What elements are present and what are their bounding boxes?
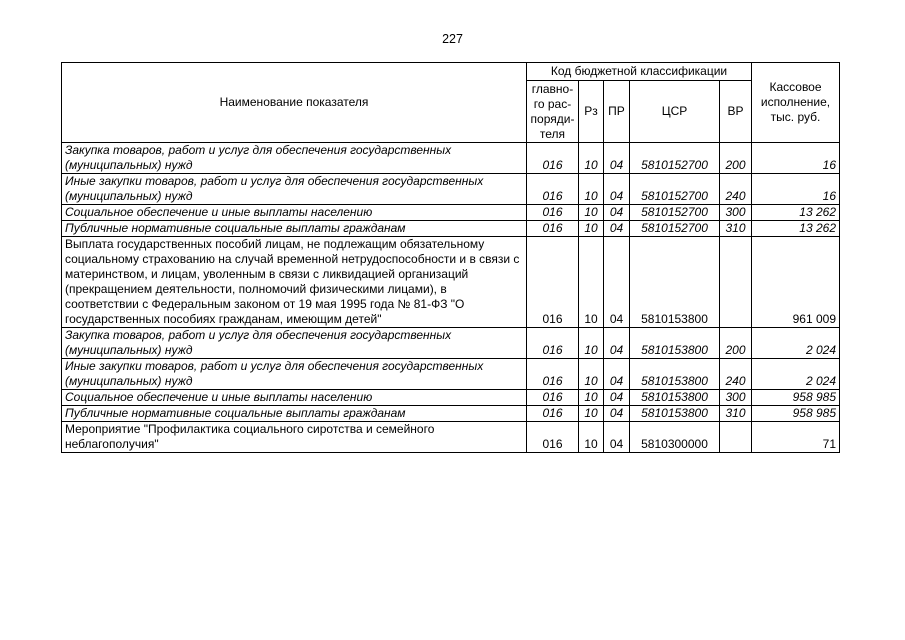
table-row [62,174,840,205]
cell-name: Мероприятие "Профилактика социального сиротства и семейного неблагополучия" [62,422,527,453]
cell-amount: 13 262 [752,221,840,237]
cell-csr: 5810153800 [630,390,720,406]
cell-grbs: 016 [527,359,579,390]
cell-csr: 5810152700 [630,174,720,205]
cell-csr: 5810153800 [630,237,720,328]
cell-rz: 10 [579,174,604,205]
cell-vr: 200 [720,143,752,174]
cell-rz: 10 [579,328,604,359]
cell-amount: 71 [752,422,840,453]
cell-grbs: 016 [527,328,579,359]
cell-name: Иные закупки товаров, работ и услуг для обеспечения государственных (муниципальных) нужд [62,359,527,390]
table-row [62,406,840,422]
cell-rz: 10 [579,143,604,174]
cell-name: Закупка товаров, работ и услуг для обеспечения государственных (муниципальных) нужд [62,143,527,174]
cell-csr: 5810152700 [630,143,720,174]
cell-pr: 04 [604,390,630,406]
cell-vr: 240 [720,359,752,390]
cell-pr: 04 [604,205,630,221]
cell-vr: 300 [720,390,752,406]
table-row [62,205,840,221]
cell-vr: 240 [720,174,752,205]
cell-grbs: 016 [527,143,579,174]
cell-rz: 10 [579,359,604,390]
cell-csr: 5810300000 [630,422,720,453]
cell-pr: 04 [604,237,630,328]
cell-name: Публичные нормативные социальные выплаты гражданам [62,406,527,422]
cell-amount: 16 [752,174,840,205]
header-amount: Кассовое исполнение, тыс. руб. [752,63,840,143]
cell-amount: 961 009 [752,237,840,328]
cell-amount: 13 262 [752,205,840,221]
cell-vr: 310 [720,221,752,237]
cell-rz: 10 [579,422,604,453]
header-kbk: Код бюджетной классификации [527,63,752,81]
cell-csr: 5810152700 [630,221,720,237]
cell-name: Социальное обеспечение и иные выплаты населению [62,205,527,221]
cell-rz: 10 [579,221,604,237]
cell-pr: 04 [604,406,630,422]
cell-amount: 958 985 [752,390,840,406]
table-row [62,143,840,174]
cell-csr: 5810152700 [630,205,720,221]
cell-csr: 5810153800 [630,359,720,390]
page-number: 227 [442,32,463,46]
cell-pr: 04 [604,174,630,205]
header-rz: Рз [579,81,604,143]
header-vr: ВР [720,81,752,143]
cell-grbs: 016 [527,221,579,237]
cell-amount: 958 985 [752,406,840,422]
cell-grbs: 016 [527,174,579,205]
cell-vr [720,422,752,453]
cell-name: Закупка товаров, работ и услуг для обеспечения государственных (муниципальных) нужд [62,328,527,359]
cell-vr: 300 [720,205,752,221]
cell-grbs: 016 [527,422,579,453]
cell-amount: 2 024 [752,359,840,390]
cell-pr: 04 [604,221,630,237]
table-row [62,221,840,237]
cell-csr: 5810153800 [630,406,720,422]
cell-grbs: 016 [527,406,579,422]
cell-pr: 04 [604,359,630,390]
cell-rz: 10 [579,390,604,406]
cell-name: Иные закупки товаров, работ и услуг для обеспечения государственных (муниципальных) нужд [62,174,527,205]
cell-rz: 10 [579,237,604,328]
cell-vr: 310 [720,406,752,422]
cell-name: Публичные нормативные социальные выплаты гражданам [62,221,527,237]
cell-pr: 04 [604,328,630,359]
cell-csr: 5810153800 [630,328,720,359]
table-row [62,359,840,390]
cell-name: Выплата государственных пособий лицам, не подлежащим обязательному социальному страхованию на случай временной нетрудоспособности и в связи с материнством, и лицам, уволенным в связи с ликвидацией организаций (прекращением деятельности, полномочий физическими лицами), в соответствии с Федеральным законом от 19 мая 1995 года № 81-ФЗ "О государственных пособиях гражданам, имеющим детей" [62,237,527,328]
cell-vr [720,237,752,328]
header-name: Наименование показателя [62,63,527,143]
header-csr: ЦСР [630,81,720,143]
budget-execution-table [61,62,840,453]
cell-pr: 04 [604,422,630,453]
table-row [62,237,840,328]
cell-rz: 10 [579,205,604,221]
cell-grbs: 016 [527,205,579,221]
cell-name: Социальное обеспечение и иные выплаты населению [62,390,527,406]
cell-grbs: 016 [527,390,579,406]
table-row [62,390,840,406]
cell-grbs: 016 [527,237,579,328]
cell-pr: 04 [604,143,630,174]
cell-vr: 200 [720,328,752,359]
cell-amount: 2 024 [752,328,840,359]
cell-amount: 16 [752,143,840,174]
header-pr: ПР [604,81,630,143]
header-grbs: главно-го рас-поряди-теля [527,81,579,143]
table-body [62,143,840,453]
cell-rz: 10 [579,406,604,422]
table-row [62,422,840,453]
table-row [62,328,840,359]
